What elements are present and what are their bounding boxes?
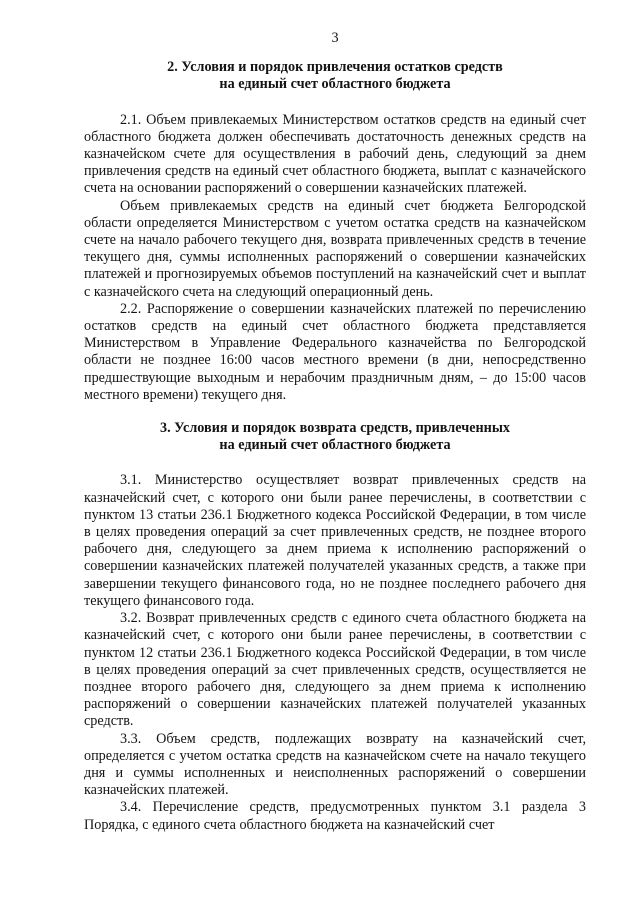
section-2-title <box>84 59 586 93</box>
section-2-title-line-1: 2. Условия и порядок привлечения остатков средств <box>167 59 503 76</box>
paragraph-3-4: 3.4. Перечисление средств, предусмотренных пунктом 3.1 раздела 3 Порядка, с единого счета областного бюджета на казначейский счет <box>84 799 586 833</box>
page-number: 3 <box>331 30 339 46</box>
paragraph-2-1: 2.1. Объем привлекаемых Министерством остатков средств на единый счет областного бюджета должен обеспечивать достаточность денежных средств на казначейском счете для осуществления в рабочий день, следующий за днем привлечения средств на единый счет областного бюджета, выплат с казначейского счета на основании распоряжений о совершении казначейских платежей. <box>84 111 586 197</box>
section-2-title-line-2: на единый счет областного бюджета <box>219 76 451 93</box>
paragraph-3-3: 3.3. Объем средств, подлежащих возврату на казначейский счет, определяется с учетом остатка средств на казначейском счете на начало текущего дня и суммы исполненных и неисполненных распоряжений о совершении казначейских платежей. <box>84 730 586 799</box>
paragraph-2-1-continued: Объем привлекаемых средств на единый счет бюджета Белгородской области определяется Министерством с учетом остатка средств на казначейском счете на начало рабочего текущего дня, возврата привлеченных средств в течение текущего дня, суммы исполненных распоряжений о совершении казначейских платежей и прогнозируемых объемов поступлений на казначейский счет и выплат с казначейского счета на следующий операционный день. <box>84 197 586 300</box>
section-3-title-line-2: на единый счет областного бюджета <box>219 437 451 454</box>
section-3-title-line-1: 3. Условия и порядок возврата средств, привлеченных <box>159 420 511 437</box>
paragraph-3-1: 3.1. Министерство осуществляет возврат привлеченных средств на казначейский счет, с которого они были ранее перечислены, в соответствии с пунктом 13 статьи 236.1 Бюджетного кодекса Российской Федерации, в том числе в целях проведения операций за счет привлеченных средств, не позднее второго рабочего дня, следующего за днем приема к исполнению распоряжений о совершении казначейских платежей получателей указанных средств, а также при завершении текущего финансового года, но не позднее последнего рабочего дня текущего финансового года. <box>84 472 586 609</box>
paragraph-2-2: 2.2. Распоряжение о совершении казначейских платежей по перечислению остатков средств на единый счет областного бюджета представляется Министерством в Управление Федерального казначейства по Белгородской области не позднее 16:00 часов местного времени (в дни, непосредственно предшествующие выходным и нерабочим праздничным дням, – до 15:00 часов местного времени) текущего дня. <box>84 300 586 403</box>
paragraph-3-2: 3.2. Возврат привлеченных средств с единого счета областного бюджета на казначейский счет, с которого они были ранее перечислены, в соответствии с пунктом 12 статьи 236.1 Бюджетного кодекса Российской Федерации, в том числе в целях проведения операций за счет привлеченных средств, осуществляется не позднее второго рабочего дня, следующего за днем приема к исполнению распоряжений о совершении казначейских платежей получателей указанных средств. <box>84 610 586 730</box>
section-3-title <box>84 420 586 454</box>
